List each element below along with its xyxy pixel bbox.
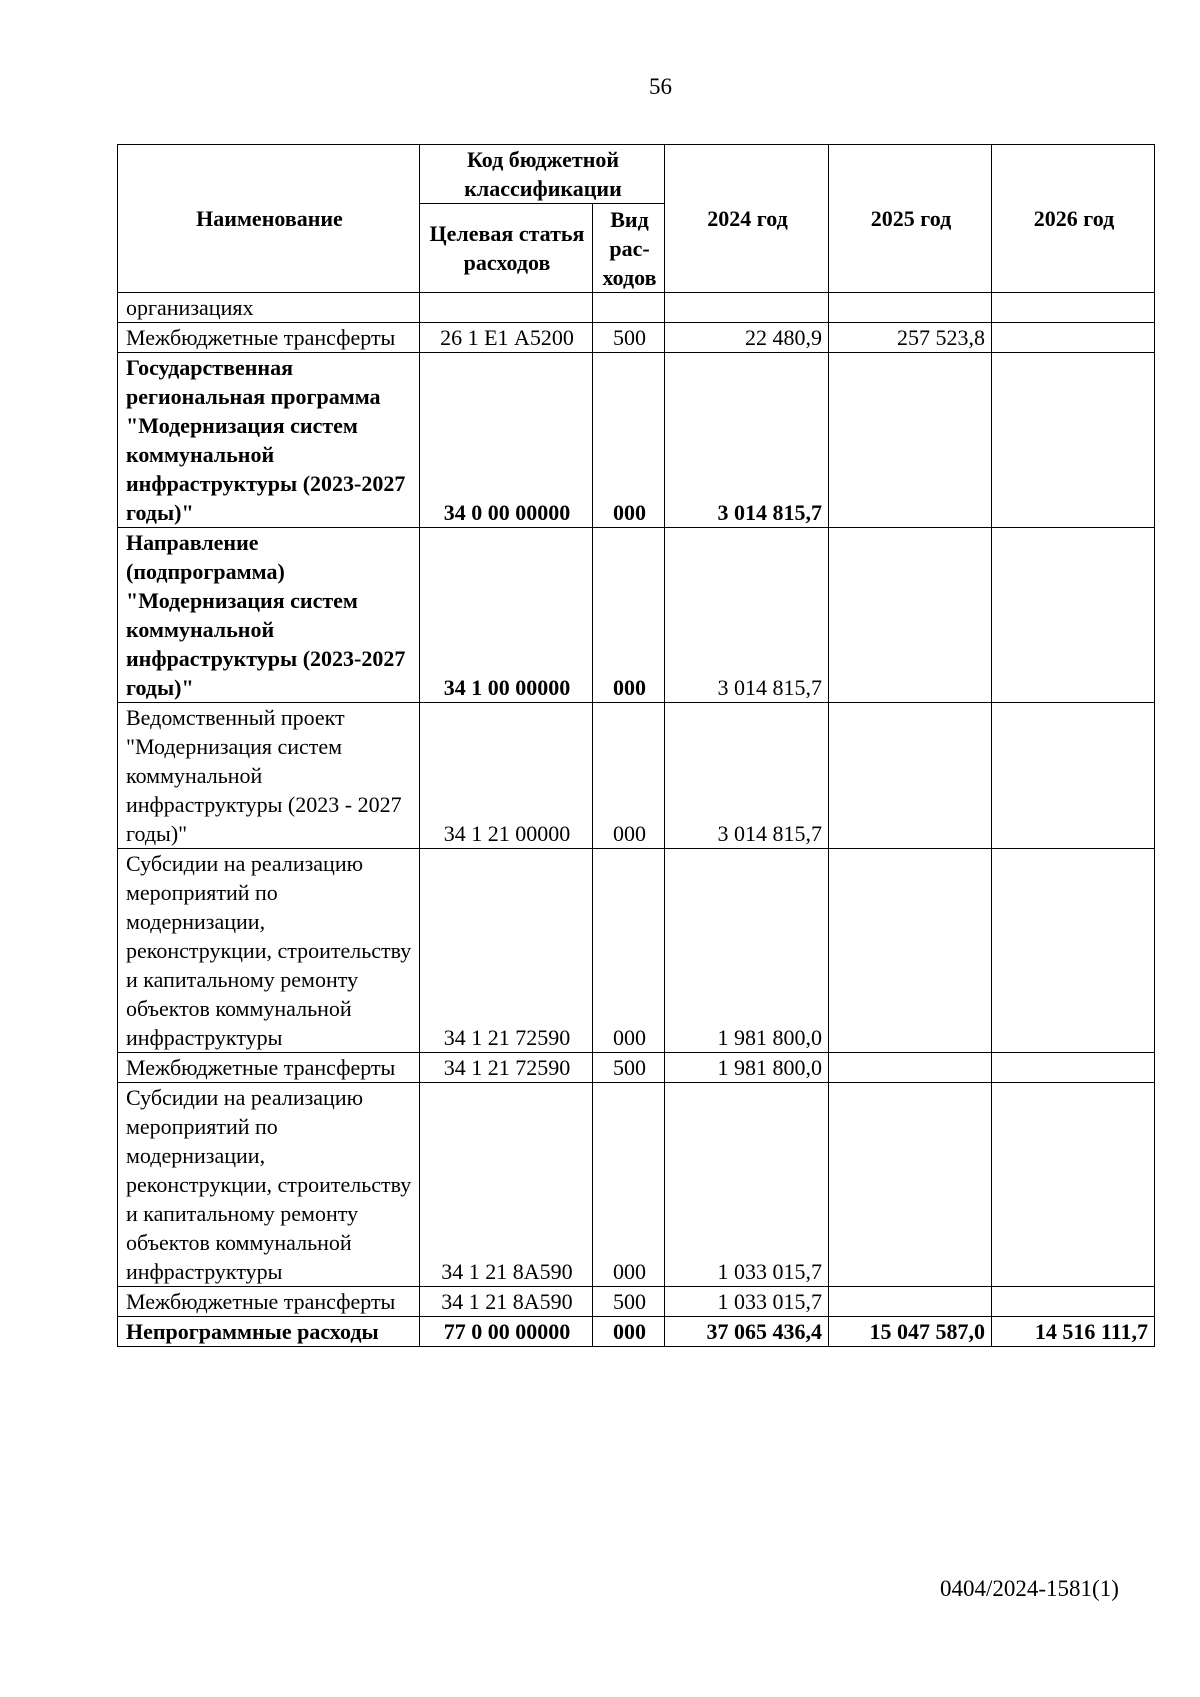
row-value-2024: 1 981 800,0 <box>665 1053 829 1083</box>
table-header-row <box>118 145 1155 204</box>
header-year-2024: 2024 год <box>665 145 829 293</box>
row-name: Межбюджетные трансферты <box>118 323 420 353</box>
row-name: Межбюджетные трансферты <box>118 1053 420 1083</box>
table-row <box>118 1317 1155 1347</box>
row-expense-kind: 500 <box>593 1053 665 1083</box>
row-value-2026 <box>992 528 1155 703</box>
row-value-2025: 257 523,8 <box>829 323 992 353</box>
row-value-2025 <box>829 1287 992 1317</box>
header-target-article: Целевая статья расходов <box>420 204 593 293</box>
row-target-article: 34 1 21 00000 <box>420 703 593 849</box>
row-value-2026 <box>992 1053 1155 1083</box>
row-name: Ведомственный проект "Модернизация систем коммунальной инфраструктуры (2023 - 2027 годы)" <box>118 703 420 849</box>
row-value-2024: 37 065 436,4 <box>665 1317 829 1347</box>
row-expense-kind: 000 <box>593 1317 665 1347</box>
row-value-2026 <box>992 1287 1155 1317</box>
row-value-2024 <box>665 293 829 323</box>
row-target-article: 34 1 21 8А590 <box>420 1287 593 1317</box>
row-target-article: 34 1 21 72590 <box>420 1053 593 1083</box>
document-code: 0404/2024-1581(1) <box>940 1576 1119 1601</box>
row-value-2026: 14 516 111,7 <box>992 1317 1155 1347</box>
row-value-2025 <box>829 849 992 1053</box>
row-value-2024: 3 014 815,7 <box>665 528 829 703</box>
row-value-2026 <box>992 849 1155 1053</box>
header-name: Наименование <box>118 145 420 293</box>
page-number: 56 <box>649 74 672 99</box>
row-target-article: 26 1 Е1 А5200 <box>420 323 593 353</box>
table-row <box>118 1287 1155 1317</box>
row-name: Субсидии на реализацию мероприятий по модернизации, реконструкции, строительству и капитальному ремонту объектов коммунальной инфраструктуры <box>118 849 420 1053</box>
row-expense-kind: 500 <box>593 1287 665 1317</box>
budget-table <box>117 144 1155 1347</box>
row-name: Государственная региональная программа "Модернизация систем коммунальной инфраструктуры (2023-2027 годы)" <box>118 353 420 528</box>
row-value-2025 <box>829 1053 992 1083</box>
header-year-2025: 2025 год <box>829 145 992 293</box>
row-value-2025 <box>829 528 992 703</box>
table-row <box>118 1053 1155 1083</box>
row-expense-kind: 000 <box>593 849 665 1053</box>
table-row <box>118 353 1155 528</box>
header-expense-kind: Вид рас-ходов <box>593 204 665 293</box>
table-row <box>118 293 1155 323</box>
row-expense-kind: 000 <box>593 528 665 703</box>
row-value-2026 <box>992 353 1155 528</box>
row-expense-kind: 000 <box>593 1083 665 1287</box>
row-target-article <box>420 293 593 323</box>
row-value-2026 <box>992 293 1155 323</box>
row-expense-kind: 500 <box>593 323 665 353</box>
table-row <box>118 703 1155 849</box>
row-value-2024: 1 033 015,7 <box>665 1083 829 1287</box>
table-row <box>118 323 1155 353</box>
row-expense-kind: 000 <box>593 703 665 849</box>
table-row <box>118 1083 1155 1287</box>
table-row <box>118 528 1155 703</box>
row-target-article: 34 0 00 00000 <box>420 353 593 528</box>
row-value-2025 <box>829 293 992 323</box>
table-body <box>118 293 1155 1347</box>
row-value-2026 <box>992 1083 1155 1287</box>
header-year-2026: 2026 год <box>992 145 1155 293</box>
table-row <box>118 849 1155 1053</box>
header-code-group: Код бюджетной классификации <box>420 145 665 204</box>
row-value-2024: 1 033 015,7 <box>665 1287 829 1317</box>
row-name: Непрограммные расходы <box>118 1317 420 1347</box>
row-value-2025 <box>829 703 992 849</box>
row-name: Межбюджетные трансферты <box>118 1287 420 1317</box>
row-value-2026 <box>992 323 1155 353</box>
row-value-2024: 3 014 815,7 <box>665 353 829 528</box>
row-expense-kind <box>593 293 665 323</box>
row-name: организациях <box>118 293 420 323</box>
row-value-2024: 1 981 800,0 <box>665 849 829 1053</box>
row-name: Направление (подпрограмма) "Модернизация систем коммунальной инфраструктуры (2023-2027 годы)" <box>118 528 420 703</box>
row-value-2024: 3 014 815,7 <box>665 703 829 849</box>
row-value-2025: 15 047 587,0 <box>829 1317 992 1347</box>
row-expense-kind: 000 <box>593 353 665 528</box>
row-name: Субсидии на реализацию мероприятий по модернизации, реконструкции, строительству и капитальному ремонту объектов коммунальной инфраструктуры <box>118 1083 420 1287</box>
row-value-2025 <box>829 353 992 528</box>
row-target-article: 77 0 00 00000 <box>420 1317 593 1347</box>
row-target-article: 34 1 00 00000 <box>420 528 593 703</box>
row-target-article: 34 1 21 72590 <box>420 849 593 1053</box>
row-value-2024: 22 480,9 <box>665 323 829 353</box>
row-value-2026 <box>992 703 1155 849</box>
row-target-article: 34 1 21 8А590 <box>420 1083 593 1287</box>
row-value-2025 <box>829 1083 992 1287</box>
